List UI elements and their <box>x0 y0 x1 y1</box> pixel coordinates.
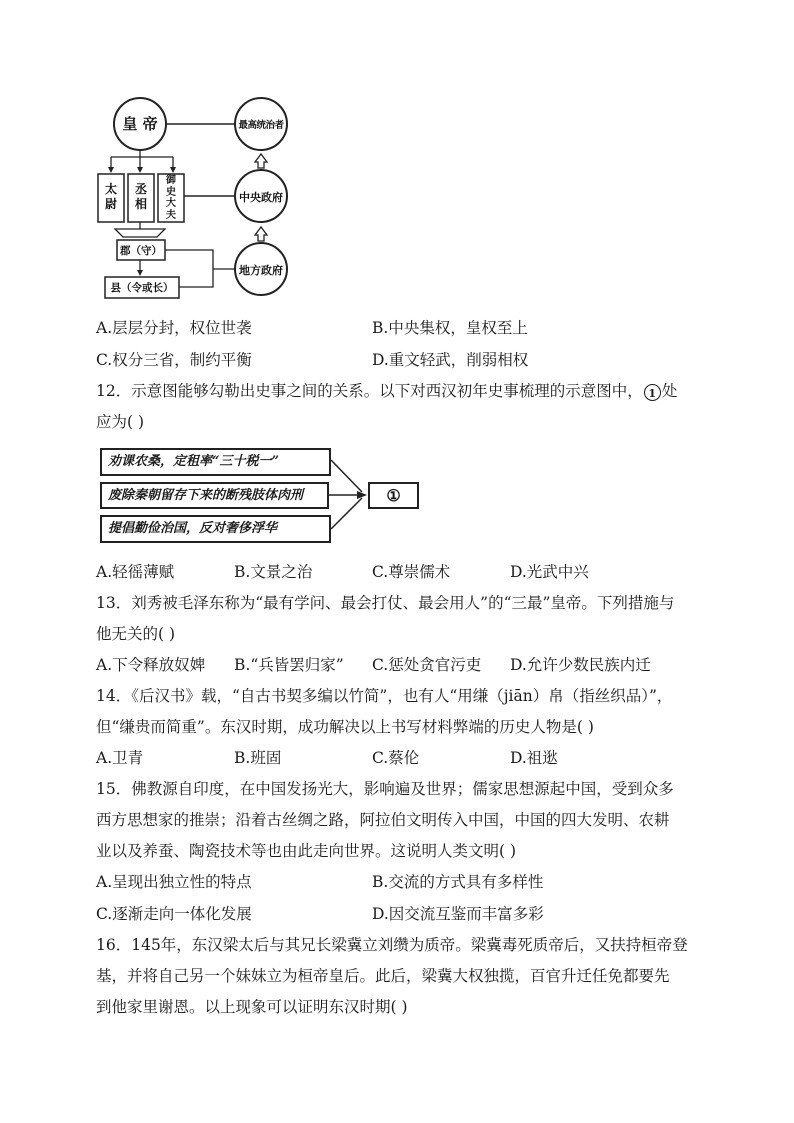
q14-stem-line-1: 14．《后汉书》载，“自古书契多编以竹简”，也有人“用缣（jiān）帛（指丝织品）”， <box>96 687 673 705</box>
taiwei-char-1: 太 <box>104 182 117 196</box>
q12-target-box <box>368 482 419 509</box>
q15-stem-line-1: 15．佛教源自印度，在中国发扬光大，影响遍及世界；儒家思想源起中国，受到众多 <box>96 780 674 798</box>
chengxiang-char-2: 相 <box>134 197 147 211</box>
q12-circled-marker <box>644 384 661 401</box>
q13-option-b: B.“兵皆罢归家” <box>234 656 344 674</box>
q12-option-a: A.轻徭薄赋 <box>96 563 175 581</box>
q11-option-b: B.中央集权，皇权至上 <box>372 319 528 337</box>
q12-box-agriculture: 劝课农桑，定租率“三十税一” <box>100 448 331 476</box>
q14-option-b: B.班固 <box>234 749 282 767</box>
central-government-label: 中央政府 <box>239 191 283 204</box>
emperor-label: 皇 帝 <box>122 115 158 133</box>
qin-government-diagram <box>95 95 295 305</box>
q13-option-c: C.惩处贪官污吏 <box>372 656 482 674</box>
q12-box-frugality: 提倡勤俭治国，反对奢侈浮华 <box>100 515 331 543</box>
q15-option-d: D.因交流互鉴而丰富多彩 <box>372 905 544 923</box>
xian-label: 县（令或长） <box>110 282 174 294</box>
q12-stem-end: 处 <box>661 382 678 400</box>
q14-option-d: D.祖逖 <box>510 749 558 767</box>
q11-option-d: D.重文轻武，削弱相权 <box>372 351 529 369</box>
q12-circled-number: 1 <box>648 386 657 400</box>
q13-option-d: D.允许少数民族内迁 <box>510 656 651 674</box>
q12-stem-text: 12．示意图能够勾勒出史事之间的关系。以下对西汉初年史事梳理的示意图中， <box>96 382 643 400</box>
q15-option-a: A.呈现出独立性的特点 <box>96 873 252 891</box>
yushi-char-4: 夫 <box>166 209 176 221</box>
chengxiang-char-1: 丞 <box>134 182 147 196</box>
q14-stem-line-2: 但“缣贵而简重”。东汉时期，成功解决以上书写材料弊端的历史人物是( ) <box>96 718 594 736</box>
yushi-char-1: 御 <box>166 175 176 186</box>
q12-flow-diagram <box>100 444 430 548</box>
q12-option-d: D.光武中兴 <box>510 563 589 581</box>
taiwei-label <box>98 182 124 212</box>
q12-option-c: C.尊崇儒术 <box>372 563 451 581</box>
local-government-label: 地方政府 <box>239 264 283 277</box>
q14-option-a: A.卫青 <box>96 749 144 767</box>
chengxiang-label <box>128 182 154 212</box>
q15-option-c: C.逐渐走向一体化发展 <box>96 905 252 923</box>
q13-stem-line-2: 他无关的( ) <box>96 625 176 643</box>
q12-stem-line-1 <box>96 381 677 401</box>
q12-stem-line-2: 应为( ) <box>96 413 145 431</box>
taiwei-char-2: 尉 <box>104 197 117 211</box>
q13-stem-line-1: 13．刘秀被毛泽东称为“最有学问、最会打仗、最会用人”的“三最”皇帝。下列措施与 <box>96 594 675 612</box>
q12-target-label: ① <box>386 486 401 505</box>
q15-stem-line-2: 西方思想家的推崇；沿着古丝绸之路，阿拉伯文明传入中国，中国的四大发明、农耕 <box>96 811 670 829</box>
jun-label: 郡（守） <box>120 245 162 257</box>
supreme-ruler-label: 最高统治者 <box>238 120 284 131</box>
q12-box-abolish-punishment: 废除秦朝留存下来的断残肢体肉刑 <box>100 482 329 509</box>
q11-option-c: C.权分三省，制约平衡 <box>96 351 252 369</box>
yushi-char-3: 大 <box>166 198 176 209</box>
q16-stem-line-3: 到他家里谢恩。以上现象可以证明东汉时期( ) <box>96 998 408 1016</box>
q13-option-a: A.下令释放奴婢 <box>96 656 206 674</box>
yushi-char-2: 史 <box>166 186 176 198</box>
q16-stem-line-2: 基，并将自己另一个妹妹立为桓帝皇后。此后，梁冀大权独揽，百官升迁任免都要先 <box>96 967 670 985</box>
q15-option-b: B.交流的方式具有多样性 <box>372 873 544 891</box>
q12-option-b: B.文景之治 <box>234 563 313 581</box>
q14-option-c: C.蔡伦 <box>372 749 420 767</box>
yushi-dafu-label <box>158 175 184 221</box>
q16-stem-line-1: 16．145年，东汉梁太后与其兄长梁冀立刘缵为质帝。梁冀毒死质帝后，又扶持桓帝登 <box>96 936 688 954</box>
q11-option-a: A.层层分封，权位世袭 <box>96 319 252 337</box>
q15-stem-line-3: 业以及养蚕、陶瓷技术等也由此走向世界。这说明人类文明( ) <box>96 842 517 860</box>
